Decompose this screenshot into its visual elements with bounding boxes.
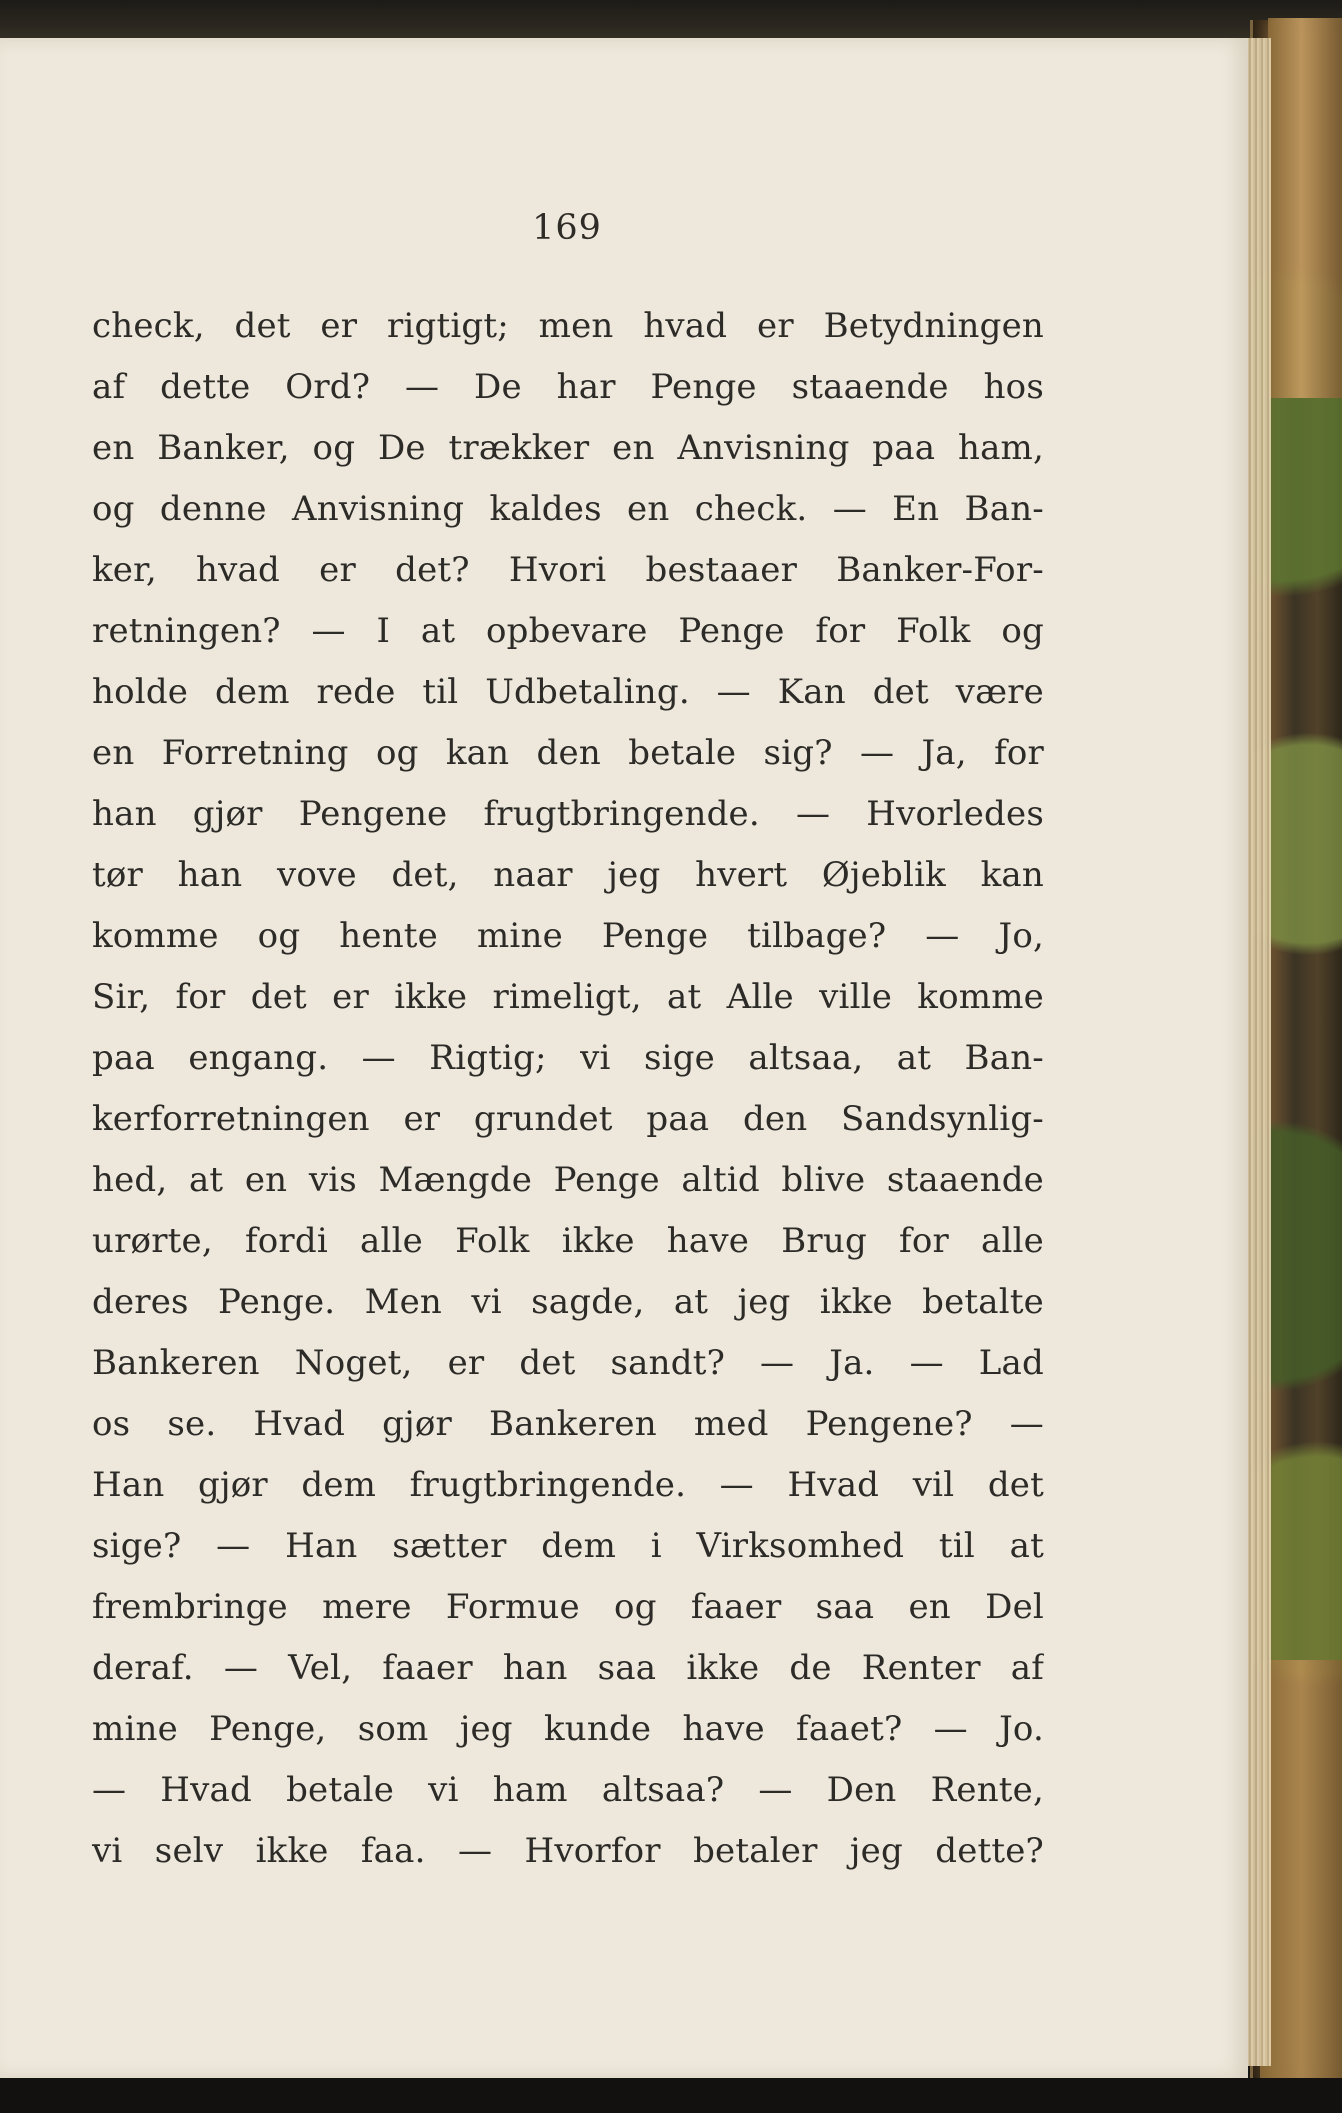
page-text <box>92 296 1044 1882</box>
page-number: 169 <box>532 208 602 248</box>
text-line: deres Penge. Men vi sagde, at jeg ikke betalte <box>92 1282 1044 1322</box>
text-line: frembringe mere Formue og faaer saa en Del <box>92 1587 1044 1627</box>
text-line: ker, hvad er det? Hvori bestaaer Banker-For- <box>92 550 1044 590</box>
text-line: mine Penge, som jeg kunde have faaet? — Jo. <box>92 1709 1044 1749</box>
text-line: retningen? — I at opbevare Penge for Folk og <box>92 611 1044 651</box>
text-line: deraf. — Vel, faaer han saa ikke de Renter af <box>92 1648 1044 1688</box>
text-line: os se. Hvad gjør Bankeren med Pengene? — <box>92 1404 1044 1444</box>
text-line: vi selv ikke faa. — Hvorfor betaler jeg dette? <box>92 1831 1044 1871</box>
text-line: en Forretning og kan den betale sig? — Ja, for <box>92 733 1044 773</box>
text-line: paa engang. — Rigtig; vi sige altsaa, at Ban- <box>92 1038 1044 1078</box>
text-line: kerforretningen er grundet paa den Sandsynlig- <box>92 1099 1044 1139</box>
cover-corner-top <box>1268 18 1342 398</box>
text-line: tør han vove det, naar jeg hvert Øjeblik kan <box>92 855 1044 895</box>
cover-corner-bottom <box>1260 1660 1342 2080</box>
text-line: af dette Ord? — De har Penge staaende hos <box>92 367 1044 407</box>
text-line: hed, at en vis Mængde Penge altid blive staaende <box>92 1160 1044 1200</box>
text-line: han gjør Pengene frugtbringende. — Hvorledes <box>92 794 1044 834</box>
text-line: Han gjør dem frugtbringende. — Hvad vil det <box>92 1465 1044 1505</box>
text-line: check, det er rigtigt; men hvad er Betydningen <box>92 306 1044 346</box>
bottom-edge <box>0 2078 1342 2113</box>
book-page <box>0 38 1248 2078</box>
text-line: urørte, fordi alle Folk ikke have Brug for alle <box>92 1221 1044 1261</box>
text-line: en Banker, og De trækker en Anvisning paa ham, <box>92 428 1044 468</box>
text-line: Bankeren Noget, er det sandt? — Ja. — Lad <box>92 1343 1044 1383</box>
text-line: komme og hente mine Penge tilbage? — Jo, <box>92 916 1044 956</box>
text-line: sige? — Han sætter dem i Virksomhed til at <box>92 1526 1044 1566</box>
text-line: holde dem rede til Udbetaling. — Kan det være <box>92 672 1044 712</box>
text-line: — Hvad betale vi ham altsaa? — Den Rente, <box>92 1770 1044 1810</box>
text-line: Sir, for det er ikke rimeligt, at Alle ville komme <box>92 977 1044 1017</box>
text-line: og denne Anvisning kaldes en check. — En Ban- <box>92 489 1044 529</box>
